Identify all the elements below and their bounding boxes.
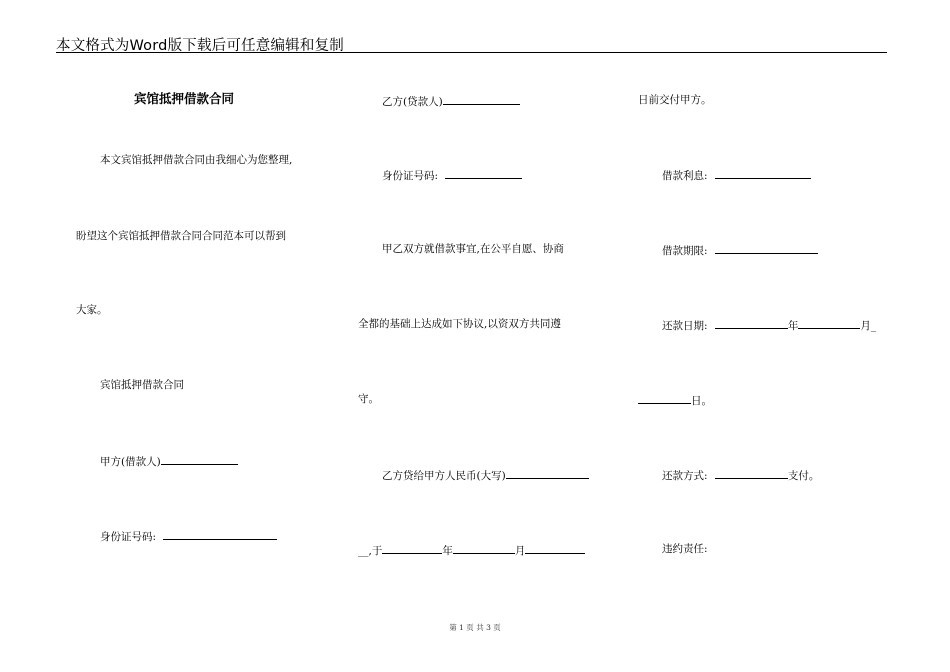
column-3 xyxy=(638,0,888,672)
loan-day-blank xyxy=(525,542,585,554)
repay-method-blank xyxy=(715,467,788,479)
repay-method-label: 还款方式: xyxy=(662,470,708,482)
loan-month-blank xyxy=(453,542,515,554)
contract-subtitle: 宾馆抵押借款合同 xyxy=(100,379,184,391)
party-a-label: 甲方(借款人) xyxy=(100,456,161,468)
interest-blank xyxy=(715,167,811,179)
intro-line-2: 盼望这个宾馆抵押借款合同合同范本可以帮到 xyxy=(76,230,286,242)
clause-line-3: 守。 xyxy=(358,393,379,405)
repay-date-label: 还款日期: xyxy=(662,320,708,332)
party-b-blank xyxy=(443,93,520,105)
loan-date-line xyxy=(358,542,585,558)
loan-year-blank xyxy=(382,542,442,554)
interest-label: 借款利息: xyxy=(662,170,708,182)
term-label: 借款期限: xyxy=(662,245,708,257)
party-a-id-label: 身份证号码: xyxy=(100,531,157,543)
repay-year-label: 年 xyxy=(787,320,799,332)
loan-month-label: 月 xyxy=(514,545,526,557)
repay-method-line xyxy=(662,467,819,483)
repay-date-line xyxy=(662,317,876,333)
party-a-id-blank xyxy=(163,528,277,540)
term-line xyxy=(662,242,818,258)
party-b-label: 乙方(贷款人) xyxy=(382,96,443,108)
party-a-line xyxy=(100,453,238,469)
party-b-id-label: 身份证号码: xyxy=(382,170,439,182)
party-b-line xyxy=(382,93,520,109)
loan-amount-line xyxy=(382,467,589,483)
party-b-id-blank xyxy=(445,167,522,179)
loan-year-label: 年 xyxy=(442,545,453,557)
repay-day-line xyxy=(638,392,712,408)
party-a-blank xyxy=(161,453,238,465)
clause-line-2: 全都的基础上达成如下协议,以资双方共同遵 xyxy=(358,318,561,330)
column-1 xyxy=(76,0,326,672)
document-header-title: 本文格式为Word版下载后可任意编辑和复制 xyxy=(56,38,344,54)
loan-amount-blank xyxy=(506,467,589,479)
loan-amount-label: 乙方贷给甲方人民币(大写) xyxy=(382,470,506,482)
repay-year-blank xyxy=(715,317,788,329)
term-blank xyxy=(715,242,818,254)
clause-line-1: 甲乙双方就借款事宜,在公平自愿、协商 xyxy=(382,243,564,255)
liability-label: 违约责任: xyxy=(662,543,708,555)
repay-day-label: 日。 xyxy=(691,395,712,407)
deliver-line: 日前交付甲方。 xyxy=(638,94,712,106)
loan-date-prefix: __,于 xyxy=(358,545,383,557)
interest-line xyxy=(662,167,811,183)
party-a-id-line xyxy=(100,528,277,544)
pay-suffix: 支付。 xyxy=(787,470,820,482)
contract-title: 宾馆抵押借款合同 xyxy=(134,91,235,106)
intro-line-1: 本文宾馆抵押借款合同由我细心为您整理, xyxy=(100,154,293,166)
repay-month-blank xyxy=(798,317,860,329)
repay-month-label: 月_ xyxy=(860,320,877,332)
repay-day-blank xyxy=(638,392,691,404)
page-number: 第 1 页 共 3 页 xyxy=(449,623,501,632)
column-2 xyxy=(358,0,608,672)
party-b-id-line xyxy=(382,167,522,183)
intro-line-3: 大家。 xyxy=(76,304,108,316)
